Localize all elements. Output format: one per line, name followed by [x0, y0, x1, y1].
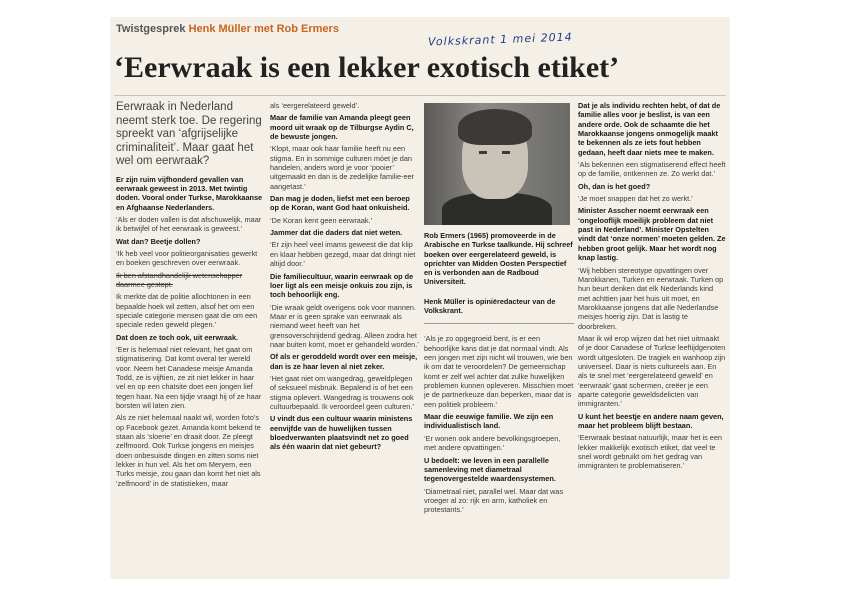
question-paragraph: Die familiecultuur, waarin eerwraak op de loer ligt als een meisje onkuis zou zijn, is toch behoorlijk eng.	[270, 271, 414, 300]
answer-paragraph: ‘De Koran kent geen eerwraak.’	[270, 215, 373, 225]
photo-caption: Rob Ermers (1965) promoveerde in de Arabische en Turkse taalkunde. Hij schreef boeken over eergerelateerd geweld, is oprichter van Midden Oosten Perspectief en is verbonden aan de Radboud Universiteit.	[424, 231, 573, 287]
newspaper-clipping	[110, 17, 730, 579]
question-paragraph: Wat dan? Beetje dollen?	[116, 236, 201, 246]
answer-paragraph: ‘Er zijn heel veel imams geweest die dat klip en klaar hebben gezegd, maar dat dringt niet altijd door.’	[270, 240, 416, 269]
answer-paragraph: ‘Je moet snappen dat het zo werkt.’	[578, 194, 693, 204]
answer-paragraph: ‘Die wraak geldt overigens ook voor mannen. Maar er is geen sprake van eerwraak als niemand weet heeft van het grensoverschrijdend gedrag. Alleen zodra het naar buiten komt, moet er gehandeld worden.’	[270, 302, 419, 349]
intro-text: Eerwraak in Nederland neemt sterk toe. De regering spreekt van ‘afgrijselijke criminaliteit’. Maar gaat het wel om eerwraak?	[116, 101, 262, 167]
question-paragraph: Maar de familie van Amanda pleegt geen moord uit wraak op de Tilburgse Aydin C, de bewuste jongen.	[270, 113, 414, 142]
column-4-body	[578, 101, 726, 471]
answer-paragraph: Ik merkte dat de politie allochtonen in een bepaalde hoek wil zetten, alsof het om een speciale categorie mensen gaat die om een speciale reden geweld plegen.’	[116, 292, 258, 330]
answer-paragraph: ‘Eerwraak bestaat natuurlijk, maar het is een lekker makkelijk exotisch etiket, dat veel te snel wordt gebruikt om het gedrag van immigranten te problematiseren.’	[578, 433, 722, 471]
column-2	[270, 101, 420, 575]
column-4	[578, 101, 726, 575]
answer-paragraph: Maar ik wil erop wijzen dat het niet uitmaakt of je door Canadese of Turkse leeftijdgenoten wordt uitgesloten. De tragiek en wanhoop zijn universeel. Daar is niets cultureels aan. En als te snel met ‘eergerelateerd geweld’ en ‘eerwraak’ gaat schermen, creëer je een aparte categorie geweldsdelicten van immigranten.’	[578, 333, 726, 409]
kicker-names: Henk Müller met Rob Ermers	[188, 23, 339, 35]
column-1-body	[116, 175, 264, 489]
author-credit: Henk Müller is opiniëredacteur van de Volkskrant.	[424, 297, 574, 325]
question-paragraph: Dat je als individu rechten hebt, of dat de familie alles voor je beslist, is van een andere orde. Ook de schaamte die het Marokkaanse jongens onmogelijk maakt te bekennen als ze iets fout hebben gedaan, heeft daar niets mee te maken.	[578, 101, 721, 157]
answer-paragraph: ‘Eer is helemaal niet relevant, het gaat om stigmatisering. Dat komt overal ter wereld voor. Neem het Canadese meisje Amanda Todd, ze is vijftien, ze zit niet lekker in haar vel en op een chatsite doet een jongen lief tegen haar. Na een tijdje vraagt hij of ze haar borsten wil laten zien.	[116, 345, 262, 411]
question-paragraph: Of als er geroddeld wordt over een meisje, dan is ze haar leven al niet zeker.	[270, 352, 418, 371]
answer-paragraph: ‘Het gaat niet om wangedrag, geweldplegen of seksueel misbruik. Bepalend is of het een stigma oplevert. Wangedrag is trouwens ook cultuurbepaald. Ik veroordeel geen culturen.’	[270, 373, 415, 411]
answer-paragraph: ‘Als je zo opgegroeid bent, is er een behoorlijke kans dat je dat normaal vindt. Als een jongen met zijn nicht wil trouwen, wie ben ik om dat te veroordelen? De gemeenschap komt er zelf wel achter dat zulke huwelijken problemen kunnen opleveren. Misschien moet je de partnerkeuze dan beperken, maar dat is een politiek probleem.’	[424, 334, 574, 409]
question-paragraph: Er zijn ruim vijfhonderd gevallen van eerwraak geweest in 2013. Met twintig doden. Vooral onder Turkse, Marokkaanse en Afghaanse Nederlanders.	[116, 174, 263, 212]
answer-paragraph: Als ze niet helemaal naakt wil, worden foto’s op Facebook gezet. Amanda komt bekend te staan als ‘sloerie’ en draait door. Ze pleegt zelfmoord. Ook Turkse jongens en meisjes doen onbesuisde dingen en zitten soms niet lekker in hun vel. Als het om Meryem, een Turks meisje, zou gaan dan komt het niet als ‘zelfmoord’ in de statistieken, maar	[116, 413, 261, 488]
answer-paragraph: ‘Diametraal niet, parallel wel. Maar dat was vroeger al zo: rijk en arm, katholiek en protestants.’	[424, 486, 564, 515]
question-paragraph: Dan mag je doden, liefst met een beroep op de Koran, want God haat onkuisheid.	[270, 194, 410, 213]
kicker	[116, 23, 339, 35]
column-3-body	[424, 334, 574, 514]
question-paragraph: Maar die eeuwige familie. We zijn een individualistisch land.	[424, 412, 554, 431]
answer-paragraph: ‘Als er doden vallen is dat afschuwelijk, maar ik betwijfel of het eerwraak is geweest.’	[116, 214, 262, 234]
question-paragraph: Dat doen ze toch ook, uit eerwraak.	[116, 332, 239, 342]
answer-paragraph: ‘Er wonen ook andere bevolkingsgroepen, met andere opvattingen.’	[424, 433, 561, 453]
answer-paragraph: ‘Klopt, maar ook haar familie heeft nu een stigma. En in sommige culturen móet je dan handelen, anders word je voor ‘pooier’ uitgemaakt en dan is de zedelijke familie-eer aangetast.’	[270, 144, 414, 191]
answer-paragraph: ‘Als bekennen een stigmatiserend effect heeft op de familie, ontkennen ze. Zo werkt dat.’	[578, 160, 726, 179]
question-paragraph: U vindt dus een cultuur waarin ministens eenvijfde van de huwelijken tussen bloedverwanten plaatsvindt net zo goed als één waarin dat niet gebeurt?	[270, 414, 413, 452]
question-paragraph: Oh, dan is het goed?	[578, 181, 651, 191]
column-2-body	[270, 101, 420, 452]
answer-paragraph: als ‘eergerelateerd geweld’.	[270, 101, 360, 110]
headline: ‘Eerwraak is een lekker exotisch etiket’	[114, 51, 620, 84]
answer-paragraph: Ik ben afstandhandelijk wetenschapper daarmee gestopt.	[116, 270, 243, 289]
answer-paragraph: ‘Ik heb veel voor politieorganisaties gewerkt en boeken geschreven over eerwraak.	[116, 248, 258, 268]
question-paragraph: U bedoelt: we leven in een parallelle samenleving met diametraal tegenovergestelde waardensystemen.	[424, 455, 556, 484]
kicker-label: Twistgesprek	[116, 23, 186, 35]
column-3	[424, 101, 574, 575]
question-paragraph: U kunt het beestje en andere naam geven, maar het probleem blijft bestaan.	[578, 411, 724, 430]
portrait-photo	[424, 103, 570, 225]
column-1	[116, 101, 264, 575]
divider	[114, 95, 726, 96]
question-paragraph: Minister Asscher noemt eerwraak een ‘ongelooflijk moeilijk probleem dat niet past in Nederland’. Minister Opstelten vindt dat ‘onze normen’ moeten gelden. Ze hebben groot gelijk. Maar het wordt nog knap lastig.	[578, 206, 726, 263]
question-paragraph: Jammer dat die daders dat niet weten.	[270, 228, 403, 238]
answer-paragraph: ‘Wij hebben stereotype opvattingen over Marokkanen, Turken en eerwraak. Turken op hun beurt denken dat elk Nederlands kind met achttien jaar het huis uit moet, en Marokkaanse jongens dat alle Nederlandse meisjes hoerig zijn. Dat is lastig te doorbreken.	[578, 265, 724, 331]
handwritten-note: Volkskrant 1 mei 2014	[427, 30, 573, 49]
